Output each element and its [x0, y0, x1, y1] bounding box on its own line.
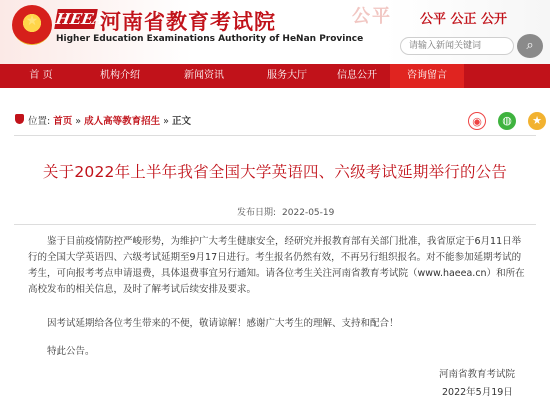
- publish-date-label: 发布日期:: [237, 208, 277, 218]
- search-button[interactable]: [517, 34, 543, 58]
- breadcrumb-divider: [14, 135, 536, 136]
- signature-date: 2022年5月19日: [442, 387, 513, 398]
- breadcrumb-text: [28, 113, 191, 127]
- article-paragraph: 特此公告。: [47, 346, 95, 357]
- breadcrumb-separator: »: [163, 116, 169, 127]
- nav-item-consult[interactable]: 咨询留言: [390, 64, 464, 88]
- qzone-share-icon[interactable]: ★: [528, 112, 546, 130]
- publish-date: 2022-05-19: [282, 208, 335, 218]
- site-name[interactable]: 河南省教育考试院: [100, 10, 276, 34]
- search-icon: ⌕: [526, 38, 534, 53]
- article-paragraph: 因考试延期给各位考生带来的不便，敬请谅解！感谢广大考生的理解、支持和配合！: [47, 318, 399, 329]
- breadcrumb-section-link[interactable]: 成人高等教育招生: [84, 116, 161, 127]
- breadcrumb-home-link[interactable]: 首页: [53, 116, 73, 127]
- breadcrumb-label: 位置:: [28, 116, 51, 127]
- site-name-english: Higher Education Examinations Authority of HeNan Province: [56, 34, 364, 44]
- breadcrumb-current: 正文: [172, 116, 192, 127]
- nav-item-home[interactable]: 首 页: [29, 70, 53, 81]
- wechat-share-icon[interactable]: ◍: [498, 112, 516, 130]
- site-header: [0, 0, 550, 64]
- nav-item-service[interactable]: 服务大厅: [267, 70, 307, 81]
- nav-item-news[interactable]: 新闻资讯: [184, 70, 224, 81]
- signature-org: 河南省教育考试院: [439, 369, 516, 380]
- nav-item-about[interactable]: 机构介绍: [100, 70, 140, 81]
- location-pin-icon: [15, 114, 24, 124]
- nav-item-disclosure[interactable]: 信息公开: [337, 70, 377, 81]
- header-watermark: 公平: [352, 6, 392, 27]
- national-emblem-icon: ★: [12, 5, 52, 45]
- article-title: 关于2022年上半年我省全国大学英语四、六级考试延期举行的公告: [42, 163, 508, 181]
- main-nav: [0, 64, 550, 88]
- publish-info: [237, 205, 334, 218]
- heea-logo[interactable]: HEEA: [54, 10, 107, 28]
- weibo-share-icon[interactable]: ◉: [468, 112, 486, 130]
- article-paragraph: 鉴于目前疫情防控严峻形势，为维护广大考生健康安全，经研究并报教育部有关部门批准，我省原定于6月11日举行的全国大学英语四、六级考试延期至9月17日进行。考生报名仍然有效，不再另行组织报名。对不能参加延期考试的考生，可向报考考点申请退费，具体退费事宜另行通知。请各位考生关注河南省教育考试院（www.haeea.cn）和所在高校发布的相关信息，及时了解考试后续安排及要求。: [28, 236, 525, 295]
- breadcrumb-separator: »: [75, 116, 82, 127]
- header-slogan: 公平 公正 公开: [420, 12, 508, 27]
- search-input[interactable]: [400, 37, 514, 55]
- title-divider: [14, 224, 536, 225]
